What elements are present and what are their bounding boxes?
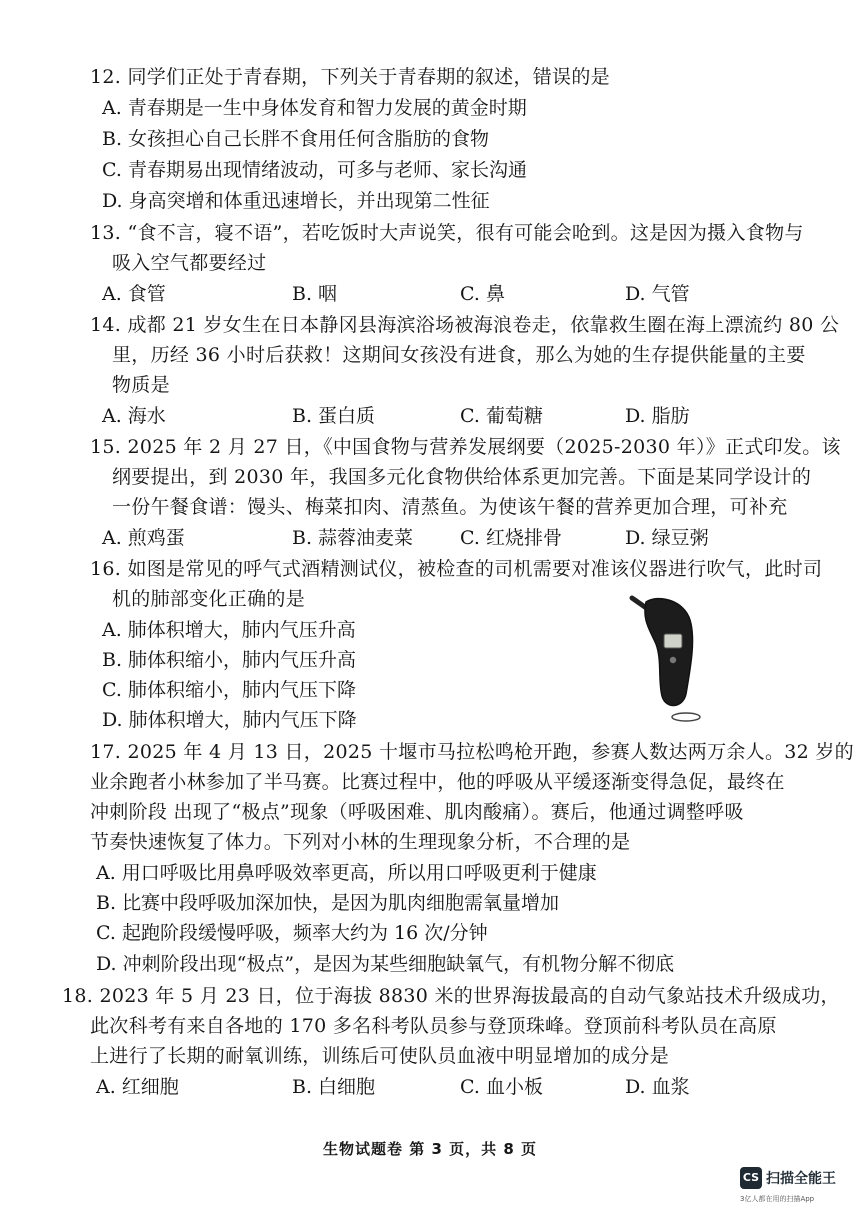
q12-option-a: A. 青春期是一生中身体发育和智力发展的黄金时期 <box>102 97 527 119</box>
q17-option-d: D. 冲刺阶段出现“极点”，是因为某些细胞缺氧气，有机物分解不彻底 <box>96 953 675 975</box>
q17-option-b: B. 比赛中段呼吸加深加快，是因为肌肉细胞需氧量增加 <box>96 892 560 914</box>
q17-option-a: A. 用口呼吸比用鼻呼吸效率更高，所以用口呼吸更利于健康 <box>96 862 597 884</box>
q18-option-a: A. 红细胞 <box>96 1076 179 1098</box>
q18-option-c: C. 血小板 <box>460 1076 543 1098</box>
q12-option-b: B. 女孩担心自己长胖不食用任何含脂肪的食物 <box>102 128 490 150</box>
page-footer: 生物试题卷 第 3 页，共 8 页 <box>323 1140 537 1158</box>
q16-option-d: D. 肺体积增大，肺内气压下降 <box>102 709 357 731</box>
q12-option-c: C. 青春期易出现情绪波动，可多与老师、家长沟通 <box>102 159 527 181</box>
q13-option-c: C. 鼻 <box>460 283 505 305</box>
q16-option-b: B. 肺体积缩小，肺内气压升高 <box>102 649 357 671</box>
scanner-logo-icon: CS <box>740 1167 762 1189</box>
q15-option-c: C. 红烧排骨 <box>460 527 562 549</box>
q14-option-b: B. 蛋白质 <box>292 405 376 427</box>
q14-option-a: A. 海水 <box>102 405 166 427</box>
device-button <box>670 657 676 663</box>
q13-stem-line2: 吸入空气都要经过 <box>112 252 267 274</box>
q16-stem-line2: 机的肺部变化正确的是 <box>112 588 306 610</box>
scanner-app-name: 扫描全能王 <box>766 1171 836 1187</box>
q14-option-c: C. 葡萄糖 <box>460 405 543 427</box>
q14-stem-line1: 14. 成都 21 岁女生在日本静冈县海滨浴场被海浪卷走，依靠救生圈在海上漂流约 80 公 <box>90 314 840 336</box>
q15-stem-line1: 15. 2025 年 2 月 27 日，《中国食物与营养发展纲要（2025-2030 年）》正式印发。该 <box>90 436 841 458</box>
breathalyzer-illustration <box>628 590 708 725</box>
q16-option-c: C. 肺体积缩小，肺内气压下降 <box>102 679 356 701</box>
q15-stem-line2: 纲要提出，到 2030 年，我国多元化食物供给体系更加完善。下面是某同学设计的 <box>112 466 812 488</box>
q16-stem-line1: 16. 如图是常见的呼气式酒精测试仪，被检查的司机需要对准该仪器进行吹气，此时司 <box>90 558 823 580</box>
lanyard-ring <box>672 713 700 721</box>
q18-stem-line1: 18. 2023 年 5 月 23 日，位于海拔 8830 米的世界海拔最高的自动气象站技术升级成功， <box>62 985 840 1007</box>
q18-stem-line3: 上进行了长期的耐氧训练，训练后可使队员血液中明显增加的成分是 <box>90 1045 670 1067</box>
q18-option-d: D. 血浆 <box>625 1076 690 1098</box>
q16-option-a: A. 肺体积增大，肺内气压升高 <box>102 619 356 641</box>
q13-option-a: A. 食管 <box>102 283 166 305</box>
q12-option-d: D. 身高突增和体重迅速增长，并出现第二性征 <box>102 190 490 212</box>
device-body <box>645 599 693 706</box>
q15-stem-line3: 一份午餐食谱：馒头、梅菜扣肉、清蒸鱼。为使该午餐的营养更加合理，可补充 <box>112 496 788 518</box>
q17-stem-line4: 节奏快速恢复了体力。下列对小林的生理现象分析，不合理的是 <box>90 831 631 853</box>
q17-stem-line2: 业余跑者小林参加了半马赛。比赛过程中，他的呼吸从平缓逐渐变得急促，最终在 <box>90 771 785 793</box>
q17-stem-line3: 冲刺阶段 出现了“极点”现象（呼吸困难、肌肉酸痛）。赛后，他通过调整呼吸 <box>90 801 744 823</box>
q14-stem-line2: 里，历经 36 小时后获救！这期间女孩没有进食，那么为她的生存提供能量的主要 <box>112 344 806 366</box>
q17-stem-line1: 17. 2025 年 4 月 13 日，2025 十堰市马拉松鸣枪开跑，参赛人数达两万余人。32 岁的 <box>90 741 854 763</box>
q12-stem: 12. 同学们正处于青春期，下列关于青春期的叙述，错误的是 <box>90 66 610 88</box>
scanner-watermark <box>740 1167 850 1207</box>
q13-stem-line1: 13. “食不言，寝不语”，若吃饭时大声说笑，很有可能会呛到。这是因为摄入食物与 <box>90 222 804 244</box>
q13-option-d: D. 气管 <box>625 283 690 305</box>
q14-option-d: D. 脂肪 <box>625 405 690 427</box>
display-screen <box>664 634 682 648</box>
q14-stem-line3: 物质是 <box>112 374 170 396</box>
q15-option-b: B. 蒜蓉油麦菜 <box>292 527 414 549</box>
q18-option-b: B. 白细胞 <box>292 1076 376 1098</box>
q13-option-b: B. 咽 <box>292 283 338 305</box>
q17-option-c: C. 起跑阶段缓慢呼吸，频率大约为 16 次/分钟 <box>96 922 488 944</box>
q15-option-d: D. 绿豆粥 <box>625 527 709 549</box>
scanner-tagline: 3亿人都在用的扫描App <box>740 1195 815 1203</box>
q15-option-a: A. 煎鸡蛋 <box>102 527 185 549</box>
q18-stem-line2: 此次科考有来自各地的 170 多名科考队员参与登顶珠峰。登顶前科考队员在高原 <box>90 1015 777 1037</box>
